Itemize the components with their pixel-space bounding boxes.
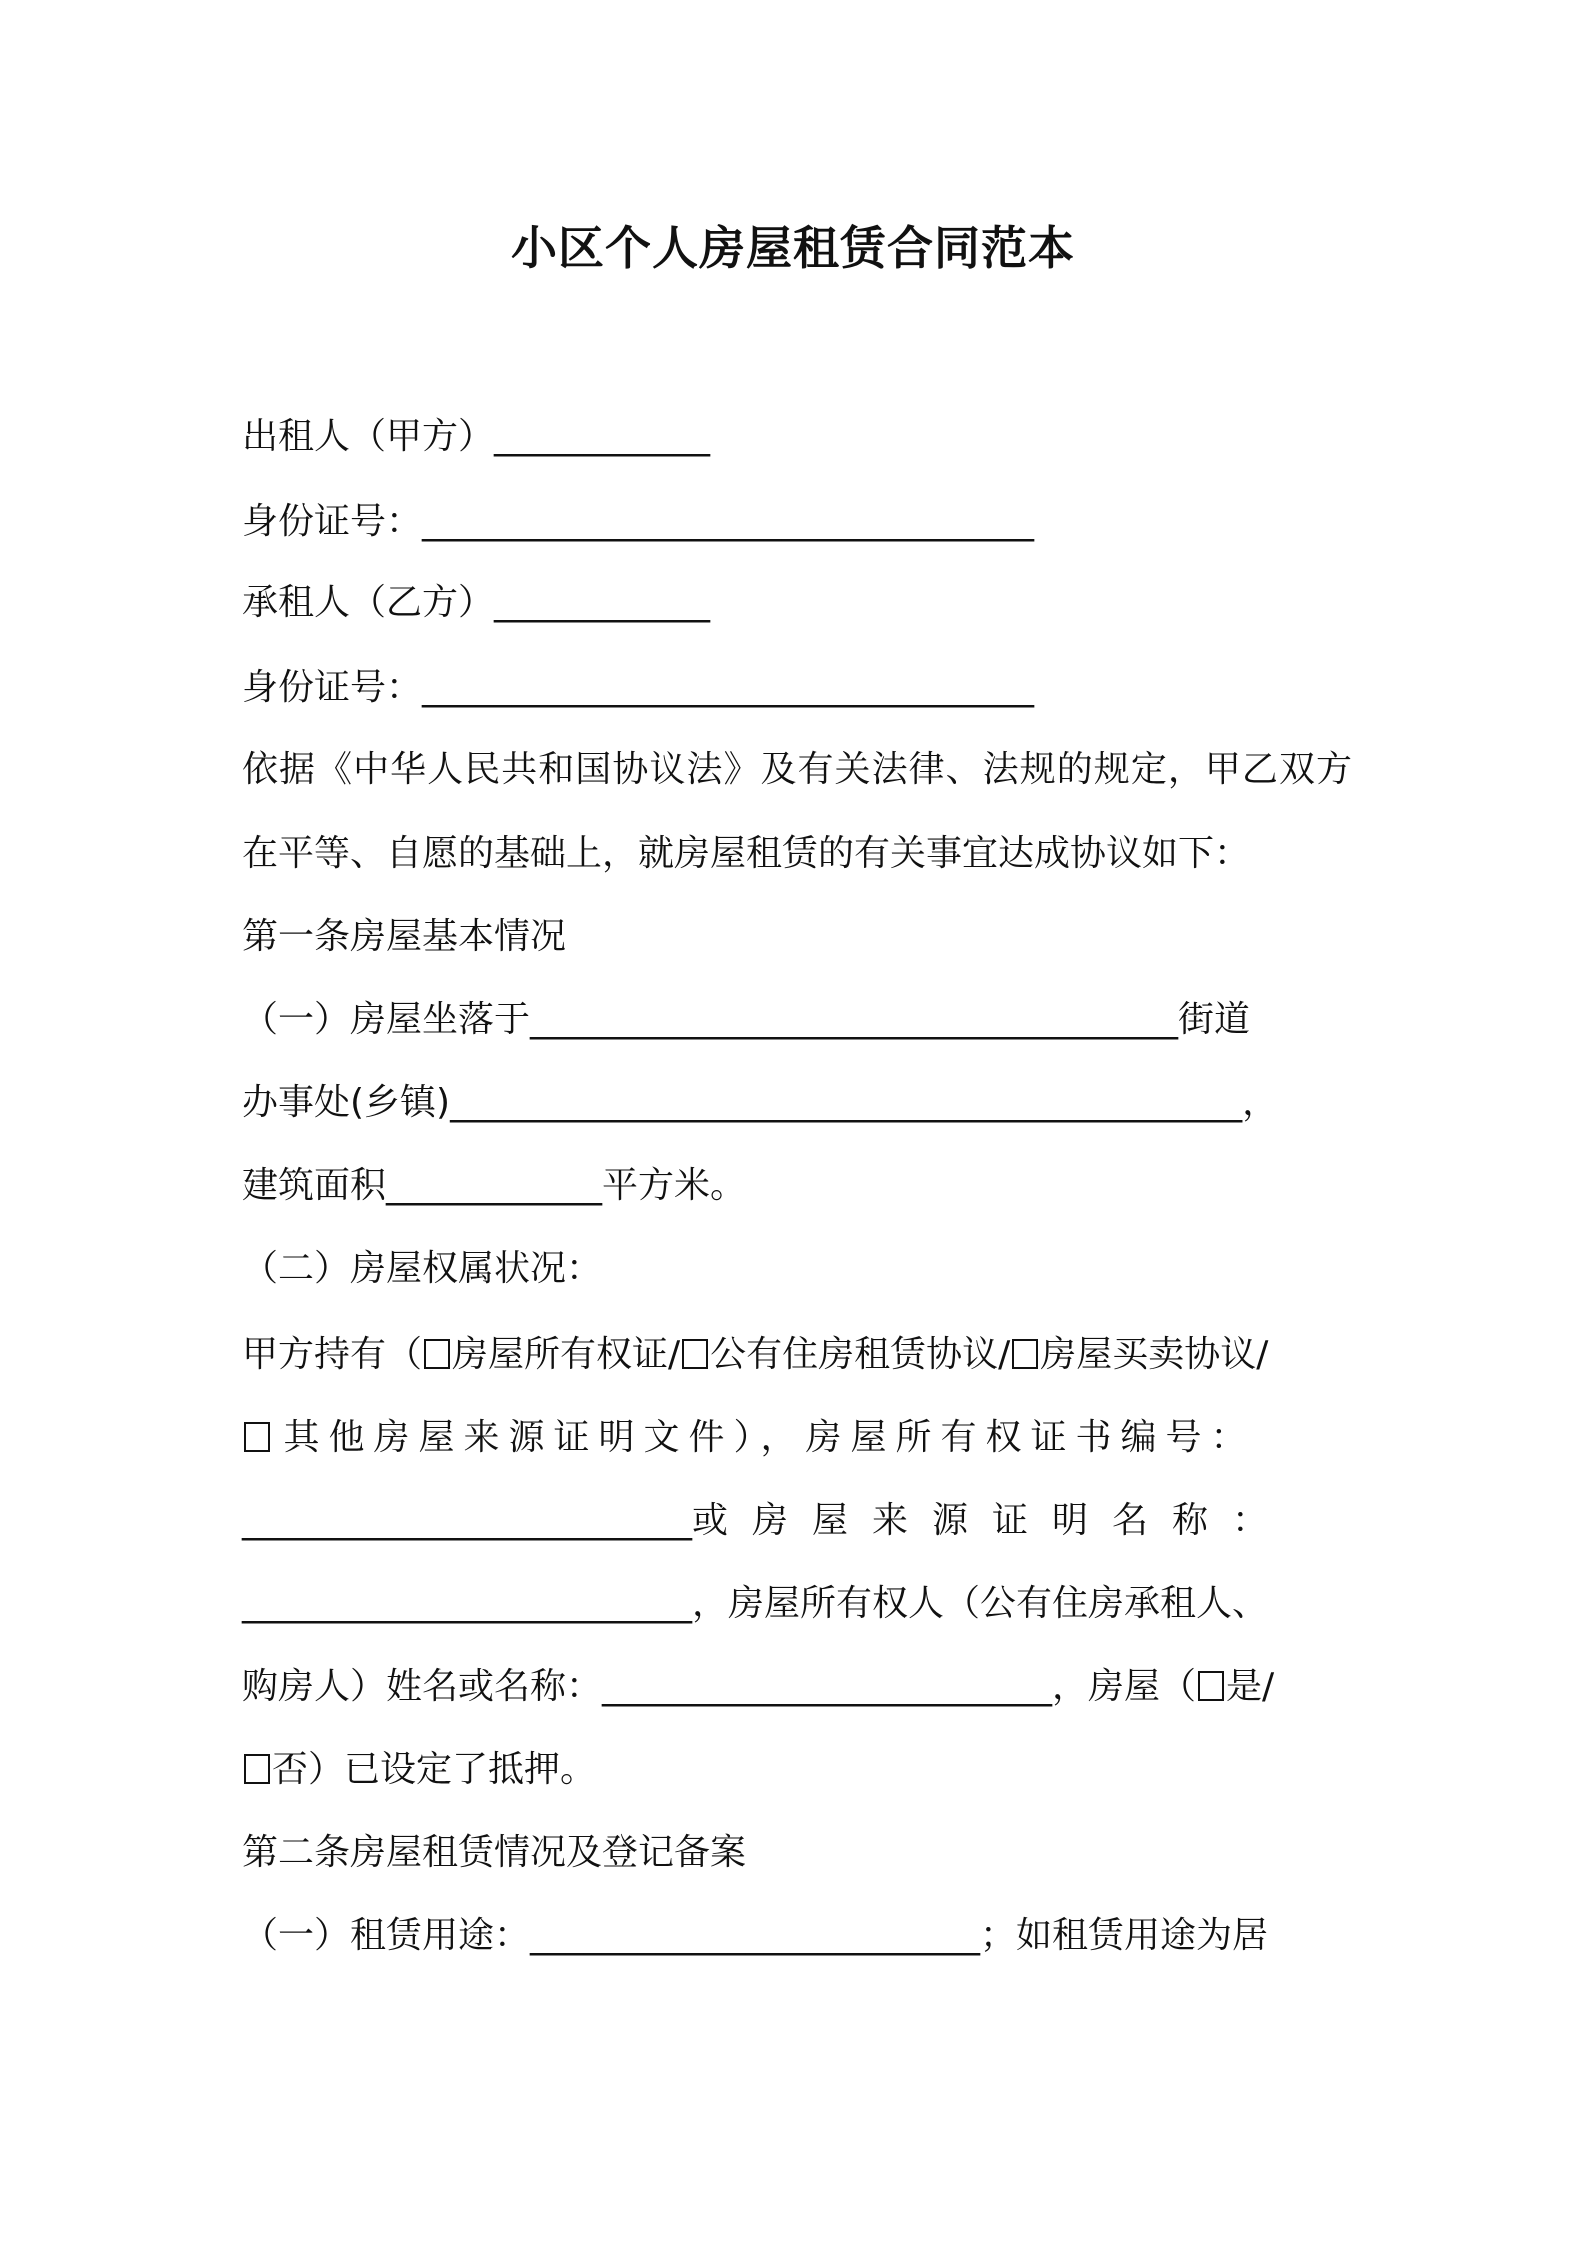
ownership-line-4: _________________________，房屋所有权人（公有住房承租人、 [242, 1583, 1269, 1624]
checkbox-mortgage-yes[interactable] [1198, 1671, 1224, 1701]
mortgage-yes-label: 是/ [1226, 1666, 1275, 1707]
document-title: 小区个人房屋租赁合同范本 [511, 221, 1075, 275]
ownership-option-3: 房屋买卖协议/ [1040, 1334, 1269, 1375]
source-document-label: 或房屋来源证明名称： [692, 1500, 1293, 1541]
location-line-2: 办事处(乡镇)____________________________________________， [242, 1082, 1279, 1123]
ownership-line-1 [242, 1330, 1362, 1380]
lessor-field: 出租人（甲方）____________ [242, 416, 711, 457]
ownership-option-2: 公有住房租赁协议/ [710, 1334, 1011, 1375]
checkbox-other-documents[interactable] [244, 1422, 270, 1452]
lessor-id-field: 身份证号：__________________________________ [242, 501, 1035, 542]
article-2-heading: 第二条房屋租赁情况及登记备案 [242, 1832, 747, 1873]
ownership-text: 甲方持有（ [242, 1334, 423, 1375]
ownership-option-1: 房屋所有权证/ [452, 1334, 681, 1375]
location-line-1: （一）房屋坐落于____________________________________街道 [242, 999, 1251, 1040]
lessee-id-field: 身份证号：__________________________________ [242, 667, 1035, 708]
owner-name-text: 购房人）姓名或名称：_________________________，房屋（ [242, 1666, 1197, 1707]
checkbox-purchase-agreement[interactable] [1012, 1339, 1038, 1369]
ownership-option-4: 其他房屋来源证明文件），房屋所有权证书编号： [283, 1417, 1256, 1458]
ownership-heading: （二）房屋权属状况： [242, 1248, 603, 1289]
lessee-field: 承租人（乙方）____________ [242, 582, 711, 623]
ownership-line-6 [242, 1745, 1362, 1795]
preamble-line-2: 在平等、自愿的基础上，就房屋租赁的有关事宜达成协议如下： [242, 833, 1251, 874]
certificate-number-blank: _________________________ [242, 1500, 692, 1541]
preamble-line-1: 依据《中华人民共和国协议法》及有关法律、法规的规定，甲乙双方 [242, 749, 1352, 790]
ownership-line-2 [242, 1413, 1362, 1463]
lease-purpose-line: （一）租赁用途：_________________________；如租赁用途为居 [242, 1915, 1269, 1956]
checkbox-ownership-certificate[interactable] [424, 1339, 450, 1369]
article-1-heading: 第一条房屋基本情况 [242, 916, 567, 957]
ownership-line-5 [242, 1662, 1362, 1712]
checkbox-mortgage-no[interactable] [244, 1754, 270, 1784]
mortgage-no-label: 否）已设定了抵押。 [272, 1749, 597, 1790]
area-line: 建筑面积____________平方米。 [242, 1165, 747, 1206]
ownership-line-3 [242, 1496, 1362, 1546]
checkbox-public-housing[interactable] [682, 1339, 708, 1369]
